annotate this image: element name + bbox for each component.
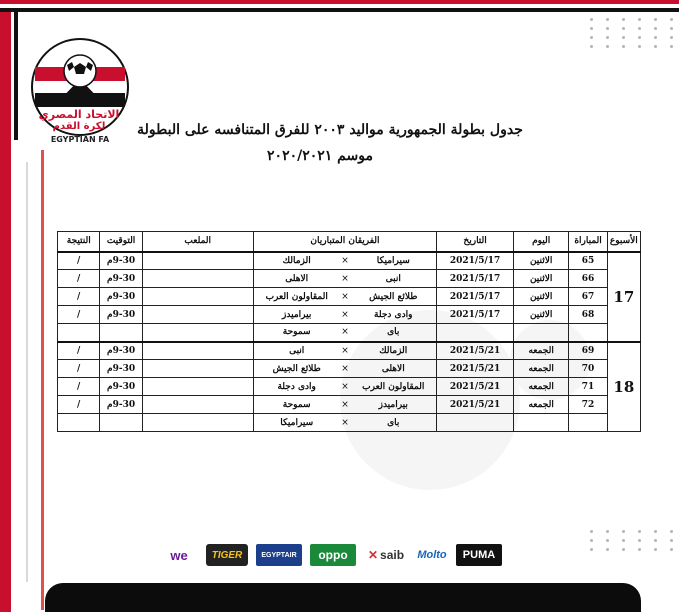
match-day: الاثنين — [513, 288, 568, 306]
match-teams — [253, 396, 437, 414]
away-team: الزمالك — [282, 255, 311, 266]
table-row — [58, 270, 641, 288]
match-stadium — [142, 306, 253, 324]
match-teams — [253, 288, 437, 306]
table-row — [58, 288, 641, 306]
match-result: / — [58, 306, 100, 324]
match-day: الجمعه — [513, 342, 568, 360]
header-teams: الفريقان المتباريان — [253, 232, 437, 252]
header-day: اليوم — [513, 232, 568, 252]
match-date — [437, 324, 514, 342]
vs-symbol: × — [341, 291, 349, 302]
match-stadium — [142, 378, 253, 396]
match-result — [58, 324, 100, 342]
logo-name-ar-2: لكرة القدم — [52, 121, 106, 132]
week-number: 17 — [607, 252, 640, 342]
home-team: الاهلى — [381, 363, 405, 374]
match-stadium — [142, 324, 253, 342]
match-time: 9-30م — [100, 342, 142, 360]
match-teams — [253, 378, 437, 396]
sponsor-molto-logo: Molto — [417, 549, 447, 561]
bottom-bar — [45, 583, 641, 612]
match-result — [58, 414, 100, 432]
home-team: المقاولون العرب — [362, 381, 425, 392]
header-stadium: الملعب — [142, 232, 253, 252]
flag-stripe-black — [14, 0, 18, 140]
vs-symbol: × — [341, 381, 349, 392]
top-band-black — [0, 8, 679, 12]
match-stadium — [142, 270, 253, 288]
match-date — [437, 414, 514, 432]
table-row — [58, 396, 641, 414]
match-date: 2021/5/17 — [437, 252, 514, 270]
table-header-row — [58, 232, 641, 252]
match-day: الجمعه — [513, 378, 568, 396]
match-number: 66 — [569, 270, 607, 288]
match-number: 72 — [569, 396, 607, 414]
home-team: انبى — [385, 273, 401, 284]
home-team: وادى دجلة — [374, 309, 413, 320]
match-number: 69 — [569, 342, 607, 360]
week-number: 18 — [607, 342, 640, 432]
match-stadium — [142, 396, 253, 414]
header-week: الأسبوع — [607, 232, 640, 252]
match-number: 70 — [569, 360, 607, 378]
decorative-red-line — [41, 150, 44, 610]
decorative-dots-bottom — [590, 530, 679, 551]
match-result: / — [58, 360, 100, 378]
away-team: وادى دجلة — [277, 381, 316, 392]
match-date: 2021/5/21 — [437, 396, 514, 414]
match-result: / — [58, 270, 100, 288]
match-day: الجمعه — [513, 396, 568, 414]
vs-symbol: × — [341, 345, 349, 356]
match-date: 2021/5/21 — [437, 378, 514, 396]
page-subtitle: موسم ٢٠٢٠/٢٠٢١ — [267, 148, 373, 164]
match-day: الاثنين — [513, 252, 568, 270]
home-team: طلائع الجيش — [369, 291, 418, 302]
table-row — [58, 252, 641, 270]
decorative-dots-top — [590, 18, 679, 48]
decorative-gray-line — [26, 162, 28, 582]
away-team: انبى — [289, 345, 305, 356]
home-team: باى — [387, 327, 400, 338]
sponsor-saib-label: saib — [380, 548, 405, 562]
match-stadium — [142, 414, 253, 432]
match-date: 2021/5/17 — [437, 288, 514, 306]
table-row-bye — [58, 414, 641, 432]
home-team: باى — [387, 417, 400, 428]
sponsor-saib-logo — [364, 544, 408, 566]
home-team: سيراميكا — [376, 255, 410, 266]
header-match: المباراة — [569, 232, 607, 252]
sponsor-we-logo: we — [170, 547, 188, 563]
vs-symbol: × — [341, 255, 349, 266]
away-team: الاهلى — [285, 273, 309, 284]
logo-name-en: EGYPTIAN FA — [50, 135, 110, 144]
match-date: 2021/5/17 — [437, 306, 514, 324]
match-teams — [253, 414, 437, 432]
vs-symbol: × — [341, 309, 349, 320]
match-day: الاثنين — [513, 306, 568, 324]
sponsor-egyptair-label: EGYPTAIR — [261, 551, 297, 559]
match-number: 71 — [569, 378, 607, 396]
table-row — [58, 378, 641, 396]
match-number — [569, 324, 607, 342]
match-time: 9-30م — [100, 306, 142, 324]
header-result: النتيجة — [58, 232, 100, 252]
match-time: 9-30م — [100, 378, 142, 396]
match-day — [513, 414, 568, 432]
match-result: / — [58, 396, 100, 414]
table-row — [58, 342, 641, 360]
match-result: / — [58, 288, 100, 306]
vs-symbol: × — [341, 399, 349, 410]
match-result: / — [58, 378, 100, 396]
vs-symbol: × — [341, 417, 349, 428]
match-time: 9-30م — [100, 252, 142, 270]
match-stadium — [142, 342, 253, 360]
vs-symbol: × — [341, 327, 349, 338]
away-team: سموحة — [282, 327, 311, 338]
sponsor-tiger-logo: TIGER — [206, 544, 248, 566]
match-result: / — [58, 342, 100, 360]
match-day: الاثنين — [513, 270, 568, 288]
match-time: 9-30م — [100, 288, 142, 306]
match-date: 2021/5/21 — [437, 342, 514, 360]
vs-symbol: × — [341, 363, 349, 374]
match-date: 2021/5/21 — [437, 360, 514, 378]
match-teams — [253, 360, 437, 378]
match-result: / — [58, 252, 100, 270]
match-number: 68 — [569, 306, 607, 324]
away-team: طلائع الجيش — [272, 363, 321, 374]
home-team: بيراميدز — [378, 399, 408, 410]
match-number: 65 — [569, 252, 607, 270]
sponsor-oppo-logo: oppo — [310, 544, 356, 566]
page-title: جدول بطولة الجمهورية مواليد ٢٠٠٣ للفرق المتنافسه على البطولة — [137, 122, 523, 138]
away-team: المقاولون العرب — [265, 291, 328, 302]
match-number: 67 — [569, 288, 607, 306]
vs-symbol: × — [341, 273, 349, 284]
logo-name-ar-1: الاتحاد المصري — [38, 108, 120, 121]
table-row — [58, 360, 641, 378]
match-number — [569, 414, 607, 432]
table-row-bye — [58, 324, 641, 342]
table-row — [58, 306, 641, 324]
match-stadium — [142, 252, 253, 270]
match-time: 9-30م — [100, 360, 142, 378]
match-date: 2021/5/17 — [437, 270, 514, 288]
saib-mark-icon: ✕ — [367, 548, 379, 562]
sponsor-strip — [160, 544, 502, 566]
match-teams — [253, 342, 437, 360]
sponsor-egyptair-logo — [256, 544, 302, 566]
away-team: سموحة — [282, 399, 311, 410]
match-teams — [253, 252, 437, 270]
match-time — [100, 324, 142, 342]
away-team: سيراميكا — [280, 417, 314, 428]
header-date: التاريخ — [437, 232, 514, 252]
match-day — [513, 324, 568, 342]
match-day: الجمعه — [513, 360, 568, 378]
match-teams — [253, 270, 437, 288]
flag-stripe-red — [0, 0, 11, 612]
match-time: 9-30م — [100, 396, 142, 414]
schedule-table — [57, 231, 641, 432]
match-teams — [253, 324, 437, 342]
away-team: بيراميدز — [282, 309, 312, 320]
match-stadium — [142, 360, 253, 378]
match-stadium — [142, 288, 253, 306]
match-time: 9-30م — [100, 270, 142, 288]
sponsor-puma-logo: PUMA — [456, 544, 502, 566]
match-teams — [253, 306, 437, 324]
match-time — [100, 414, 142, 432]
header-time: التوقيت — [100, 232, 142, 252]
home-team: الزمالك — [379, 345, 408, 356]
